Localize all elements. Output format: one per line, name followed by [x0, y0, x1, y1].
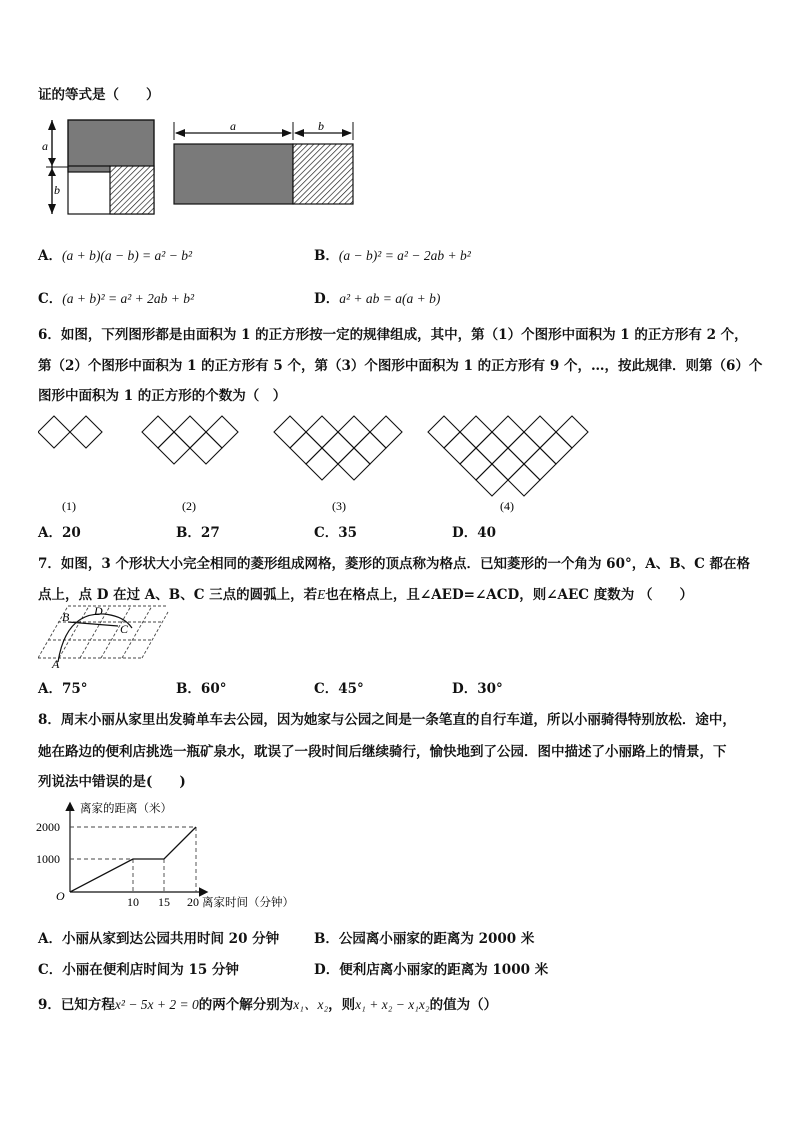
q6-option-d[interactable]: D．40 [452, 525, 497, 541]
q6-stem-line-1: 6．如图，下列图形都是由面积为 1 的正方形按一定的规律组成，其中，第（1）个图形中面积为 1 的正方形有 2 个， [38, 327, 748, 343]
q6-caption-2: (2) [182, 499, 196, 513]
q7-option-c[interactable]: C．45° [314, 681, 364, 697]
q9-equation: x² − 5x + 2 = 0 [114, 997, 199, 1012]
q8-ytick-2000: 2000 [36, 820, 60, 834]
q7-label-d: D [94, 604, 103, 618]
q8-option-b[interactable]: B．公园离小丽家的距离为 2000 米 [314, 931, 535, 947]
q7-option-d[interactable]: D．30° [452, 681, 503, 697]
q5-hatched-region-left [110, 166, 154, 214]
q7-option-b[interactable]: B．60° [176, 681, 227, 697]
q8-ytick-1000: 1000 [36, 852, 60, 866]
q5-label-a-right: a [230, 119, 236, 133]
q8-xtick-15: 15 [158, 895, 170, 909]
q7-label-a: A [52, 657, 60, 668]
q7-option-a[interactable]: A．75° [38, 681, 88, 697]
q5-option-b[interactable]: B．(a − b)² = a² − 2ab + b² [314, 248, 471, 264]
q8-x-axis-label: 离家时间（分钟） [202, 895, 294, 909]
q6-pattern-1 [38, 416, 102, 448]
q8-option-a[interactable]: A．小丽从家到达公园共用时间 20 分钟 [38, 931, 280, 947]
q8-xtick-20: 20 [187, 895, 199, 909]
q6-option-b[interactable]: B．27 [176, 525, 220, 541]
q5-option-a[interactable]: A．(a + b)(a − b) = a² − b² [38, 248, 193, 264]
q6-pattern-2 [142, 416, 238, 464]
q7-chord-bc [68, 622, 118, 626]
q6-figure [38, 408, 598, 518]
q9-roots: x₁、x₂ [293, 997, 329, 1012]
q6-pattern-4 [428, 416, 588, 496]
q8-graph [34, 798, 324, 916]
q6-option-c[interactable]: C．35 [314, 525, 358, 541]
q5-figure [38, 114, 368, 218]
q8-stem-line-2: 她在路边的便利店挑选一瓶矿泉水，耽误了一段时间后继续骑行，愉快地到了公园．图中描述了小丽路上的情景，下 [38, 744, 727, 760]
q8-option-d[interactable]: D．便利店离小丽家的距离为 1000 米 [314, 962, 549, 978]
q6-option-a[interactable]: A．20 [38, 525, 81, 541]
q5-gray-rectangle [174, 144, 293, 204]
q9-expression: x₁ + x₂ − x₁x₂ [355, 997, 430, 1012]
q6-caption-4: (4) [500, 499, 514, 513]
q5-label-b-right: b [318, 119, 324, 133]
q5-label-a: a [42, 139, 48, 153]
q6-stem-line-3: 图形中面积为 1 的正方形的个数为（ ） [38, 388, 287, 404]
q7-label-b: B [62, 610, 70, 624]
q8-stem-line-1: 8．周末小丽从家里出发骑单车去公园，因为她家与公园之间是一条笔直的自行车道，所以小丽骑得特别放松．途中， [38, 712, 736, 728]
q6-stem-line-2: 第（2）个图形中面积为 1 的正方形有 5 个，第（3）个图形中面积为 1 的正方形有 9 个，…，按此规律．则第（6）个 [38, 358, 763, 374]
q5-label-b-left: b [54, 183, 60, 197]
q6-caption-1: (1) [62, 499, 76, 513]
q8-option-c[interactable]: C．小丽在便利店时间为 15 分钟 [38, 962, 239, 978]
q5-option-d[interactable]: D．a² + ab = a(a + b) [314, 291, 441, 307]
q8-y-axis-label: 离家的距离（米） [80, 801, 172, 815]
q8-origin-label: O [56, 889, 65, 903]
q8-xtick-10: 10 [127, 895, 139, 909]
q7-label-c: C [120, 622, 129, 636]
q6-pattern-3 [274, 416, 402, 480]
q7-stem-line-2: 点上，点 D 在过 A、B、C 三点的圆弧上，若E也在格点上，且∠AED=∠ACD，则∠AEC 度数为 （ ） [38, 587, 693, 603]
q9-stem: 9．已知方程x² − 5x + 2 = 0的两个解分别为x₁、x₂，则x₁ + x₂ − x₁x₂的值为（） [38, 997, 498, 1013]
q7-figure [38, 604, 170, 668]
q5-stem-tail: 证的等式是（ ） [38, 87, 160, 103]
q8-stem-line-3: 列说法中错误的是( ) [38, 774, 186, 790]
q5-hatched-rectangle [293, 144, 353, 204]
q5-option-c[interactable]: C．(a + b)² = a² + 2ab + b² [38, 291, 195, 307]
q5-gray-region-left [68, 120, 154, 172]
q7-stem-line-1: 7．如图，3 个形状大小完全相同的菱形组成网格，菱形的顶点称为格点．已知菱形的一个角为 60°，A、B、C 都在格 [38, 556, 751, 572]
q6-caption-3: (3) [332, 499, 346, 513]
